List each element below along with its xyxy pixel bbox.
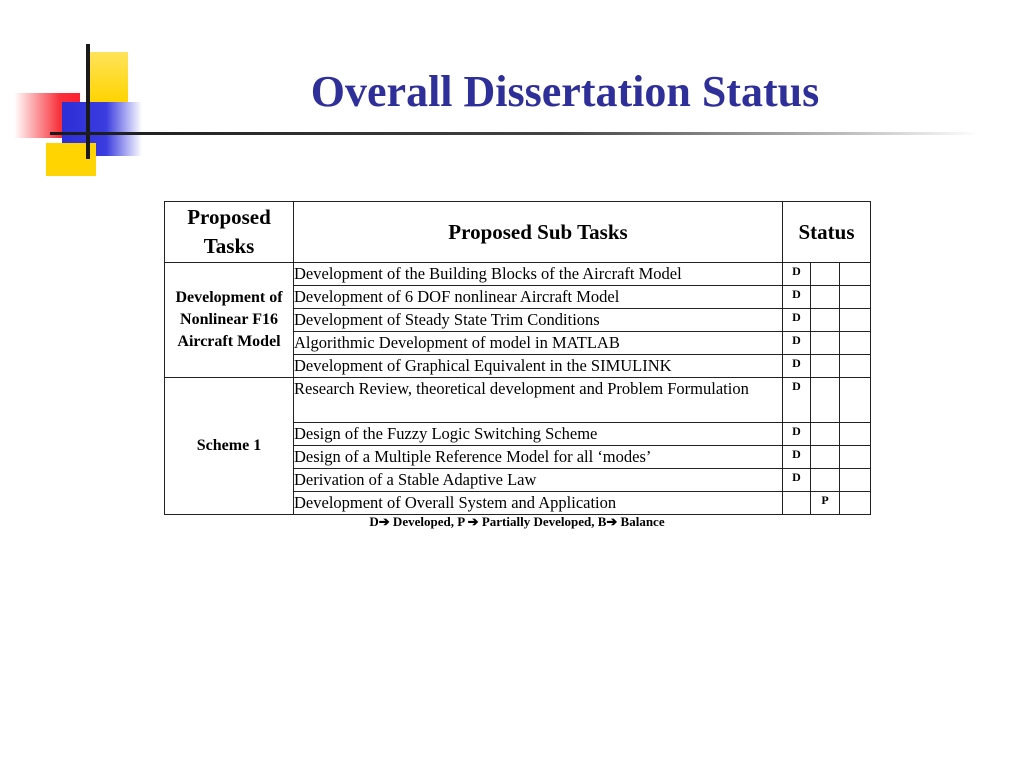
status-b-cell [840,355,871,378]
table-row [165,263,871,286]
status-p-cell: P [811,492,840,515]
status-p-cell [811,309,840,332]
slide-title: Overall Dissertation Status [310,67,820,116]
status-legend: D➔ Developed, P ➔ Partially Developed, B➔ Balance [369,514,665,529]
header-status: Status [783,202,871,263]
header-proposed-sub-tasks: Proposed Sub Tasks [294,202,783,263]
sub-task-cell: Research Review, theoretical development and Problem Formulation [294,378,783,423]
status-b-cell [840,423,871,446]
header-proposed-tasks: Proposed Tasks [165,202,294,263]
sub-task-cell: Design of a Multiple Reference Model for all ‘modes’ [294,446,783,469]
sub-task-cell: Development of Overall System and Application [294,492,783,515]
status-d-cell: D [783,378,811,423]
header-row [165,202,871,263]
decoration-yellow-square-top [86,52,128,102]
status-d-cell: D [783,469,811,492]
status-d-cell [783,492,811,515]
sub-task-cell: Development of 6 DOF nonlinear Aircraft Model [294,286,783,309]
task-cell: Scheme 1 [165,378,294,515]
status-b-cell [840,332,871,355]
status-b-cell [840,378,871,423]
status-p-cell [811,378,840,423]
sub-task-cell: Design of the Fuzzy Logic Switching Scheme [294,423,783,446]
decoration-vertical-line [86,44,90,159]
status-p-cell [811,332,840,355]
status-b-cell [840,469,871,492]
sub-task-cell: Development of Graphical Equivalent in the SIMULINK [294,355,783,378]
table-row [165,378,871,423]
status-p-cell [811,469,840,492]
status-b-cell [840,492,871,515]
sub-task-cell: Algorithmic Development of model in MATLAB [294,332,783,355]
status-d-cell: D [783,446,811,469]
status-b-cell [840,446,871,469]
status-b-cell [840,263,871,286]
status-p-cell [811,286,840,309]
title-underline [50,132,980,135]
status-d-cell: D [783,263,811,286]
sub-task-cell: Development of the Building Blocks of the Aircraft Model [294,263,783,286]
task-cell: Development of Nonlinear F16 Aircraft Model [165,263,294,378]
status-table [164,201,871,515]
status-d-cell: D [783,286,811,309]
status-d-cell: D [783,355,811,378]
status-p-cell [811,263,840,286]
status-b-cell [840,309,871,332]
sub-task-cell: Derivation of a Stable Adaptive Law [294,469,783,492]
status-b-cell [840,286,871,309]
status-p-cell [811,355,840,378]
status-p-cell [811,423,840,446]
status-d-cell: D [783,423,811,446]
status-d-cell: D [783,309,811,332]
status-d-cell: D [783,332,811,355]
status-p-cell [811,446,840,469]
sub-task-cell: Development of Steady State Trim Conditions [294,309,783,332]
